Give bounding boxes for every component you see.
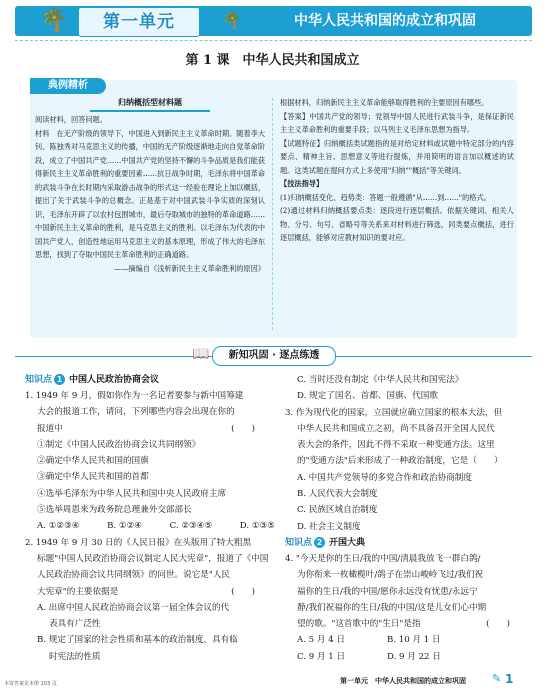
option-c[interactable]: C. 9 月 1 日 bbox=[297, 651, 346, 662]
q1-item: ⑤选举周恩来为政务院总理兼外交部部长 bbox=[37, 505, 192, 516]
q2-stem-line: 人民政治协商会议共同纲领》的问世。说它是"人民 bbox=[37, 570, 231, 581]
q4-stem-line: 静/我们祝福你的生日/我的中国/这是儿女们心中期 bbox=[297, 602, 487, 613]
lesson-title: 第 1 课 中华人民共和国成立 bbox=[185, 53, 360, 68]
palm-tree-icon: 🌴 bbox=[222, 10, 242, 29]
option-a[interactable]: A. 中国共产党领导的多党合作和政治协商制度 bbox=[297, 472, 472, 483]
q1-item: ④选举毛泽东为中华人民共和国中央人民政府主席 bbox=[37, 488, 227, 499]
option-b[interactable]: B. 10 月 1 日 bbox=[387, 635, 441, 646]
example-source: ——摘编自《浅析新民主主义革命胜利的原因》 bbox=[114, 263, 265, 273]
option-b[interactable]: B. 规定了国家的社会性质和基本的政治制度，具有临 bbox=[37, 635, 238, 646]
option-a-cont: 表具有广泛性 bbox=[49, 619, 101, 630]
kp-title: 中国人民政治协商会议 bbox=[69, 375, 160, 385]
option-d[interactable]: D. 9 月 22 日 bbox=[387, 651, 441, 662]
page-number: 1 bbox=[505, 672, 514, 686]
q4-stem-line: 望的歌。"这首歌中的"生日"是指 ( ) bbox=[285, 616, 530, 632]
q4-stem-line: 4. "今天是你的生日/我的中国/清晨我放飞一群白鸽/ bbox=[285, 553, 481, 564]
option-d[interactable]: D. 规定了国名、首都、国旗、代国歌 bbox=[297, 391, 438, 402]
q4-stem-line: 福你的生日/我的中国/愿你永远没有忧患/永远宁 bbox=[297, 586, 478, 597]
kp-title: 开国大典 bbox=[329, 537, 366, 548]
kp-number: 1 bbox=[54, 374, 65, 385]
example-left-column bbox=[35, 96, 265, 275]
option-c[interactable]: C. 民族区域自治制度 bbox=[297, 505, 378, 516]
pencil-icon: ✎ bbox=[492, 672, 502, 685]
q1-item: ②确定中华人民共和国的国旗 bbox=[37, 456, 149, 467]
q1-stem-line: 1. 1949 年 9 月，假如你作为一名记者要参与新中国筹建 bbox=[25, 391, 244, 401]
q4-options-row bbox=[285, 649, 530, 665]
q2-stem-line: 2. 1949 年 9 月 30 日的《人民日报》在头版用了特大粗黑 bbox=[25, 537, 252, 548]
example-right-column bbox=[280, 96, 514, 245]
example-question: 根据材料，归纳新民主主义革命能够取得胜利的主要原因有哪些。 bbox=[280, 98, 489, 107]
q1-item: ①制定《中国人民政治协商会议共同纲领》 bbox=[37, 439, 201, 450]
option-d[interactable]: D. 社会主义制度 bbox=[297, 521, 361, 532]
knowledge-point-1: 知识点 1 中国人民政治协商会议 bbox=[25, 375, 160, 385]
section-title: 新知巩固 · 逐点练透 bbox=[212, 346, 336, 366]
palm-tree-icon: 🌴 bbox=[40, 8, 68, 33]
book-icon: 📖 bbox=[192, 346, 210, 362]
q3-stem-line: 的"变通方法"后来形成了一种政治制度，它是（ ） bbox=[297, 456, 503, 467]
footer-note: 本资答案见本册 103 页 bbox=[4, 681, 57, 687]
example-method-1: (1)归纳概括变化、趋势类：答题一般遵循"从……到……"的格式。 bbox=[280, 192, 491, 202]
unit-label: 第一单元 bbox=[78, 7, 200, 37]
q3-stem-line: 表大会的条件，因此不得不采取一种变通方法。这里 bbox=[297, 440, 495, 451]
q4-options-row bbox=[285, 632, 530, 648]
option-b-cont: 时宪法的性质 bbox=[49, 651, 101, 662]
example-material: 材料 在无产阶级的领导下，中国进入到新民主主义革命时期。随着李大钊、陈独秀对马克思主义的传播，中国的无产阶级逐渐地走向自觉革命阶段，成立了中国共产党……中国共产党的坚持不懈的斗争品质是我们能获得新民主主义革命胜利的重要因素……抗日战争时期，毛泽东将中国革命的武装斗争在长时期内采取游击战争的形式这一经验在理论上加以概括，提出了关于武装斗争的总概念。正是基于对中国武装斗争实质的深刻认识，毛泽东开辟了以农村包围城市，最后夺取城市的独特的革命道路……中国新民主主义革命的胜利，是马克思主义的胜利。以毛泽东为代表的中国共产党人，创造性地运用马克思主义的基本原理，形成了伟大的毛泽东思想，找到了夺取中国民主革命胜利的正确道路。 bbox=[35, 128, 266, 259]
q1-item: ③确定中华人民共和国的首都 bbox=[37, 472, 149, 483]
q4-stem-line: 为你衔来一枚橄榄叶/鸽子在崇山峻岭飞过/我们祝 bbox=[297, 570, 484, 581]
example-instruction: 阅读材料，回答问题。 bbox=[35, 115, 107, 124]
example-features: 【试题特征】归纳概括类试题指的是对给定材料或试题中特定部分的内容要点、精神主旨、思想意义等进行提炼，并用简明的语言加以概述的试题。这类试题在提问方式上多使用"归纳""概括"等关键词。 bbox=[280, 138, 514, 175]
kp-number: 2 bbox=[314, 537, 325, 548]
questions-left-column bbox=[25, 372, 275, 665]
column-divider bbox=[272, 98, 273, 330]
knowledge-point-2: 知识点 2 开国大典 bbox=[285, 537, 366, 548]
questions-right-column bbox=[285, 372, 530, 665]
example-method-title: 【技法指导】 bbox=[280, 179, 324, 188]
q3-stem-line: 中华人民共和国成立之初，尚不具备召开全国人民代 bbox=[297, 423, 495, 434]
option-d[interactable]: D. ①③⑤ bbox=[239, 521, 275, 532]
option-c[interactable]: C. 当时还没有制定《中华人民共和国宪法》 bbox=[297, 375, 464, 385]
header-divider bbox=[15, 40, 532, 41]
example-box-title: 归纳概括型材料题 bbox=[90, 96, 210, 112]
option-b[interactable]: B. 人民代表大会制度 bbox=[297, 489, 378, 500]
q1-stem-line: 大会的报道工作，请问，下列哪些内容会出现在你的 bbox=[37, 407, 235, 418]
q2-stem-line: 标题"中国人民政治协商会议制定人民大宪章"，报道了《中国 bbox=[37, 553, 269, 564]
q3-stem-line: 3. 作为现代化的国家，立国就应确立国家的根本大法，但 bbox=[285, 407, 503, 418]
answer-paren[interactable]: ( ) bbox=[486, 619, 510, 630]
q1-options bbox=[25, 518, 275, 534]
answer-paren[interactable]: ( ) bbox=[231, 423, 255, 434]
option-a[interactable]: A. 出席中国人民政治协商会议第一届全体会议的代 bbox=[37, 602, 230, 613]
option-a[interactable]: A. 5 月 4 日 bbox=[297, 635, 345, 646]
option-b[interactable]: B. ①②④ bbox=[107, 521, 143, 532]
answer-paren[interactable]: ( ) bbox=[231, 586, 255, 597]
example-method-2: (2)通过材料归纳概括要点类：逐段进行逐层概括。依据关键词、相关人物、分号、句号、省略号等关系来对材料进行筛选，同类要点概括，进行逐层概括，能够对应教材知识的要对应。 bbox=[280, 206, 514, 242]
option-a[interactable]: A. ①②③④ bbox=[37, 521, 80, 532]
q1-stem-line: 报道中 ( ) bbox=[25, 421, 275, 437]
example-tag: 典例精析 bbox=[30, 78, 106, 94]
footer-unit: 第一单元 中华人民共和国的成立和巩固 bbox=[340, 677, 466, 685]
example-answer: 【答案】中国共产党的领导；党领导中国人民进行武装斗争，是保证新民主主义革命胜利的重要手段；以马列主义毛泽东思想为指导。 bbox=[280, 111, 514, 134]
unit-title: 中华人民共和国的成立和巩固 bbox=[294, 13, 476, 29]
q2-stem-line: 大宪章"的主要依据是 ( ) bbox=[25, 584, 275, 600]
option-c[interactable]: C. ②③④⑤ bbox=[169, 521, 213, 532]
